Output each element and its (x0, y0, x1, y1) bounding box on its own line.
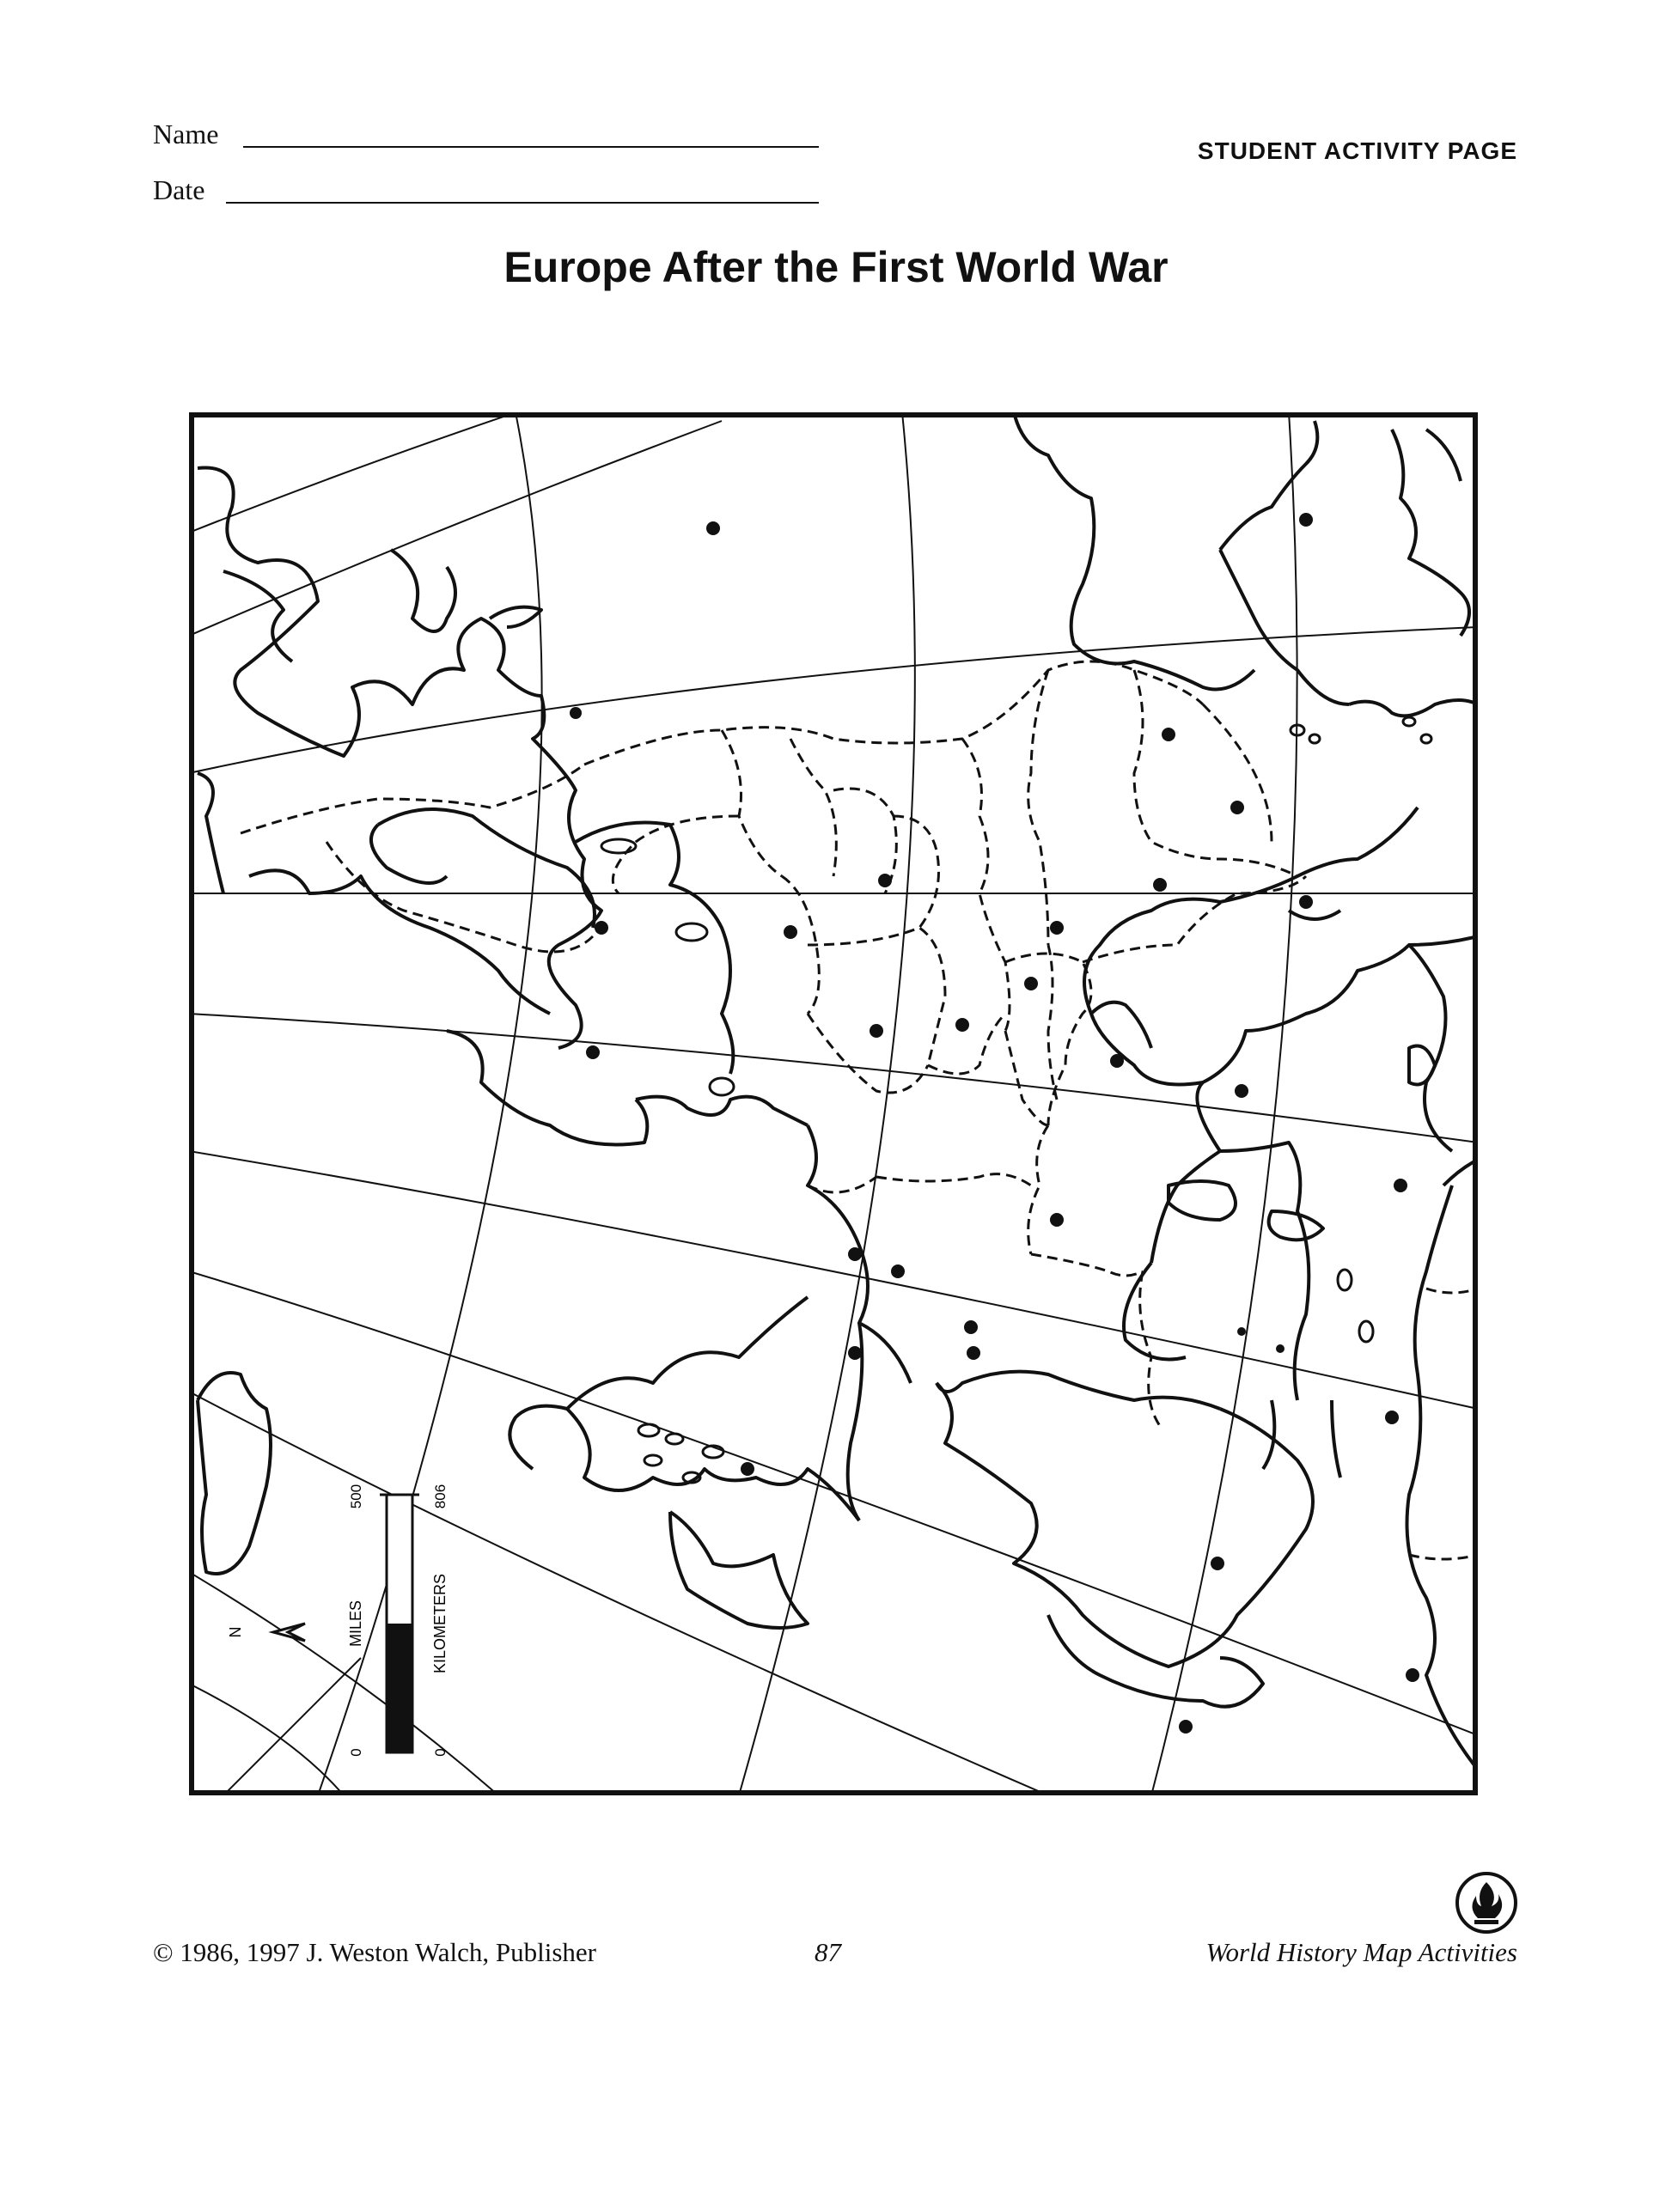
europe-outline-map (189, 412, 1478, 1795)
date-label: Date (153, 174, 205, 205)
page-type-label: STUDENT ACTIVITY PAGE (1197, 137, 1517, 164)
name-field[interactable] (243, 146, 819, 148)
book-title: World History Map Activities (1205, 1937, 1517, 1967)
publisher-logo (1452, 1868, 1521, 1937)
scale-bar (380, 1495, 419, 1752)
north-label: N (227, 1626, 244, 1638)
page-number: 87 (815, 1937, 841, 1967)
date-field[interactable] (226, 202, 819, 204)
kilometers-label: KILOMETERS (431, 1573, 449, 1674)
name-label: Name (153, 119, 219, 149)
copyright-text: © 1986, 1997 J. Weston Walch, Publisher (153, 1937, 596, 1967)
miles-label: MILES (347, 1600, 364, 1648)
miles-end: 500 (348, 1484, 364, 1509)
km-end: 806 (432, 1484, 449, 1509)
page-title: Europe After the First World War (503, 243, 1169, 291)
miles-start: 0 (348, 1748, 364, 1757)
map-frame (192, 415, 1475, 1793)
km-start: 0 (432, 1748, 449, 1757)
